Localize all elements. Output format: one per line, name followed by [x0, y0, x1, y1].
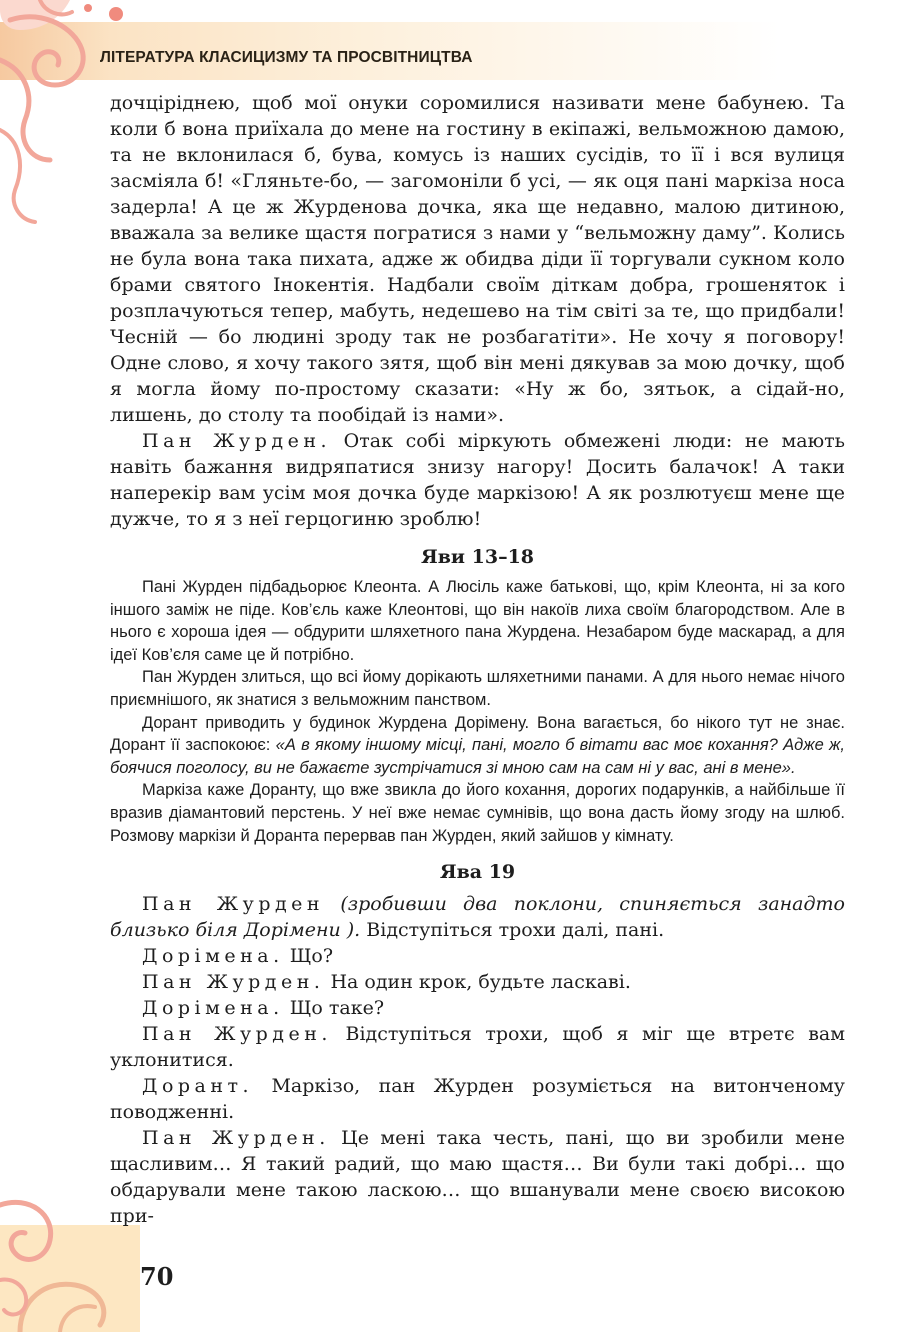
paragraph-continuation: дочціріднею, щоб мої онуки соромилися називати мене бабунею. Та коли б вона приїхала до мене на гостину в екіпажі, вельможною дамою, та не вклонилася б, бува, комусь із наших сусідів, то її і вся вулиця засміяла б! «Гляньте-бо, — загомоніли б усі, — як оця пані маркіза носа задерла! А це ж Журденова дочка, яка ще недавно, малою дитиною, вважала за велике щастя погратися з нами у “вельможну даму”. Колись не була вона така пихата, адже ж обидва діди її торгували сукном коло брами святого Інокентія. Надбали своїм діткам добра, грошеняток і розплачуються тепер, мабуть, недешево на тім світі за те, що придбали! Чесній — бо людині зроду так не розбагатіти». Не хочу я поговору! Одне слово, я хочу такого зятя, щоб він мені дякував за мою дочку, щоб я могла йому по-простому сказати: «Ну ж бо, зятьок, а сідай-но, лишень, до столу та пообідай із нами».: [110, 92, 845, 426]
speech-text: Це мені така честь, пані, що ви зробили мене щасливим… Я такий радий, що маю щастя… Ви були такі добрі… що обдарували мене такою ласкою… що вшанували мене своєю високою при-: [110, 1127, 845, 1228]
summary-paragraph-1: Пані Журден підбадьорює Клеонта. А Люсіль каже батькові, що, крім Клеонта, ні за кого іншого заміж не піде. Ков’єль каже Клеонтові, що він накоїв лиха своїм благородством. Але в нього є хороша ідея — обдурити шляхетного пана Журдена. Незабаром буде маскарад, а для ідеї Ков’єля саме це й потрібно.: [110, 578, 845, 664]
section-heading-scenes-13-18: Яви 13–18: [420, 546, 535, 568]
speech-text: Що?: [283, 945, 334, 968]
speech-text: Відступіться трохи далі, пані.: [360, 919, 665, 942]
speech-text: Відступіться трохи, щоб я міг ще втретє вам уклонитися.: [110, 1023, 845, 1072]
speech-text: Маркізо, пан Журден розуміється на витонченому поводженні.: [110, 1075, 845, 1124]
speaker-name: Пан Журден: [142, 893, 325, 916]
speech-text: На один крок, будьте ласкаві.: [324, 971, 631, 994]
dialogue-line: [110, 1073, 845, 1125]
speech-text: Отак собі міркують обмежені люди: не мають навіть бажання видряпатися знизу нагору! Досить балачок! А таки наперекір вам усім моя дочка буде маркізою! А як розлютуєш мене ще дужче, то я з неї герцогиню зроблю!: [110, 430, 845, 530]
dialogue-line: [110, 891, 845, 943]
speaker-name: Дорімена.: [142, 945, 284, 968]
section-heading-scene-19: Ява 19: [439, 861, 516, 884]
summary-paragraph-2: Пан Журден злиться, що всі йому дорікають шляхетними панами. А для нього немає нічого приємнішого, як знатися з вельможним панством.: [110, 668, 845, 709]
summary-quote: «А в якому іншому місці, пані, могло б вітати вас моє кохання? Адже ж, боячися поголосу, ви не бажаєте зустрічатися зі мною сам на сам ні у вас, ані в мене».: [110, 736, 845, 777]
speaker-name: Пан Журден.: [142, 430, 332, 452]
summary-text: Дорант приводить у будинок Журдена Дорімену. Вона вагається, бо нікого тут не знає. Дорант її заспокоює:: [110, 713, 845, 755]
speaker-name: Дорант.: [142, 1075, 254, 1098]
dialogue-line: [110, 969, 845, 995]
page-number: 70: [140, 1262, 174, 1291]
running-header: ЛІТЕРАТУРА КЛАСИЦИЗМУ ТА ПРОСВІТНИЦТВА: [100, 49, 473, 66]
dialogue-line: [110, 943, 845, 969]
paragraph-jourdain-reply: [110, 428, 845, 532]
speech-text: Що таке?: [283, 997, 385, 1020]
summary-paragraph-3: [110, 712, 845, 780]
speaker-name: Пан Журден.: [142, 1023, 332, 1046]
speaker-name: Дорімена.: [142, 997, 284, 1020]
dialogue-line: [110, 995, 845, 1021]
speaker-name: Пан Журден.: [142, 1127, 330, 1150]
dialogue-line: [110, 1021, 845, 1073]
summary-paragraph-4: Маркіза каже Доранту, що вже звикла до його кохання, дорогих подарунків, а найбільше її вразив діамантовий перстень. У неї вже немає сумнівів, що вона дасть йому згоду на шлюб. Розмову маркізи й Доранта перервав пан Журден, який зайшов у кімнату.: [110, 781, 845, 845]
page-content: [110, 90, 845, 1229]
dialogue-line: [110, 1125, 845, 1229]
stage-direction: (зробивши два поклони, спиняється занадто близько біля Дорімени ).: [110, 893, 845, 942]
dialogue: [110, 891, 845, 1229]
speaker-name: Пан Журден.: [142, 971, 325, 994]
